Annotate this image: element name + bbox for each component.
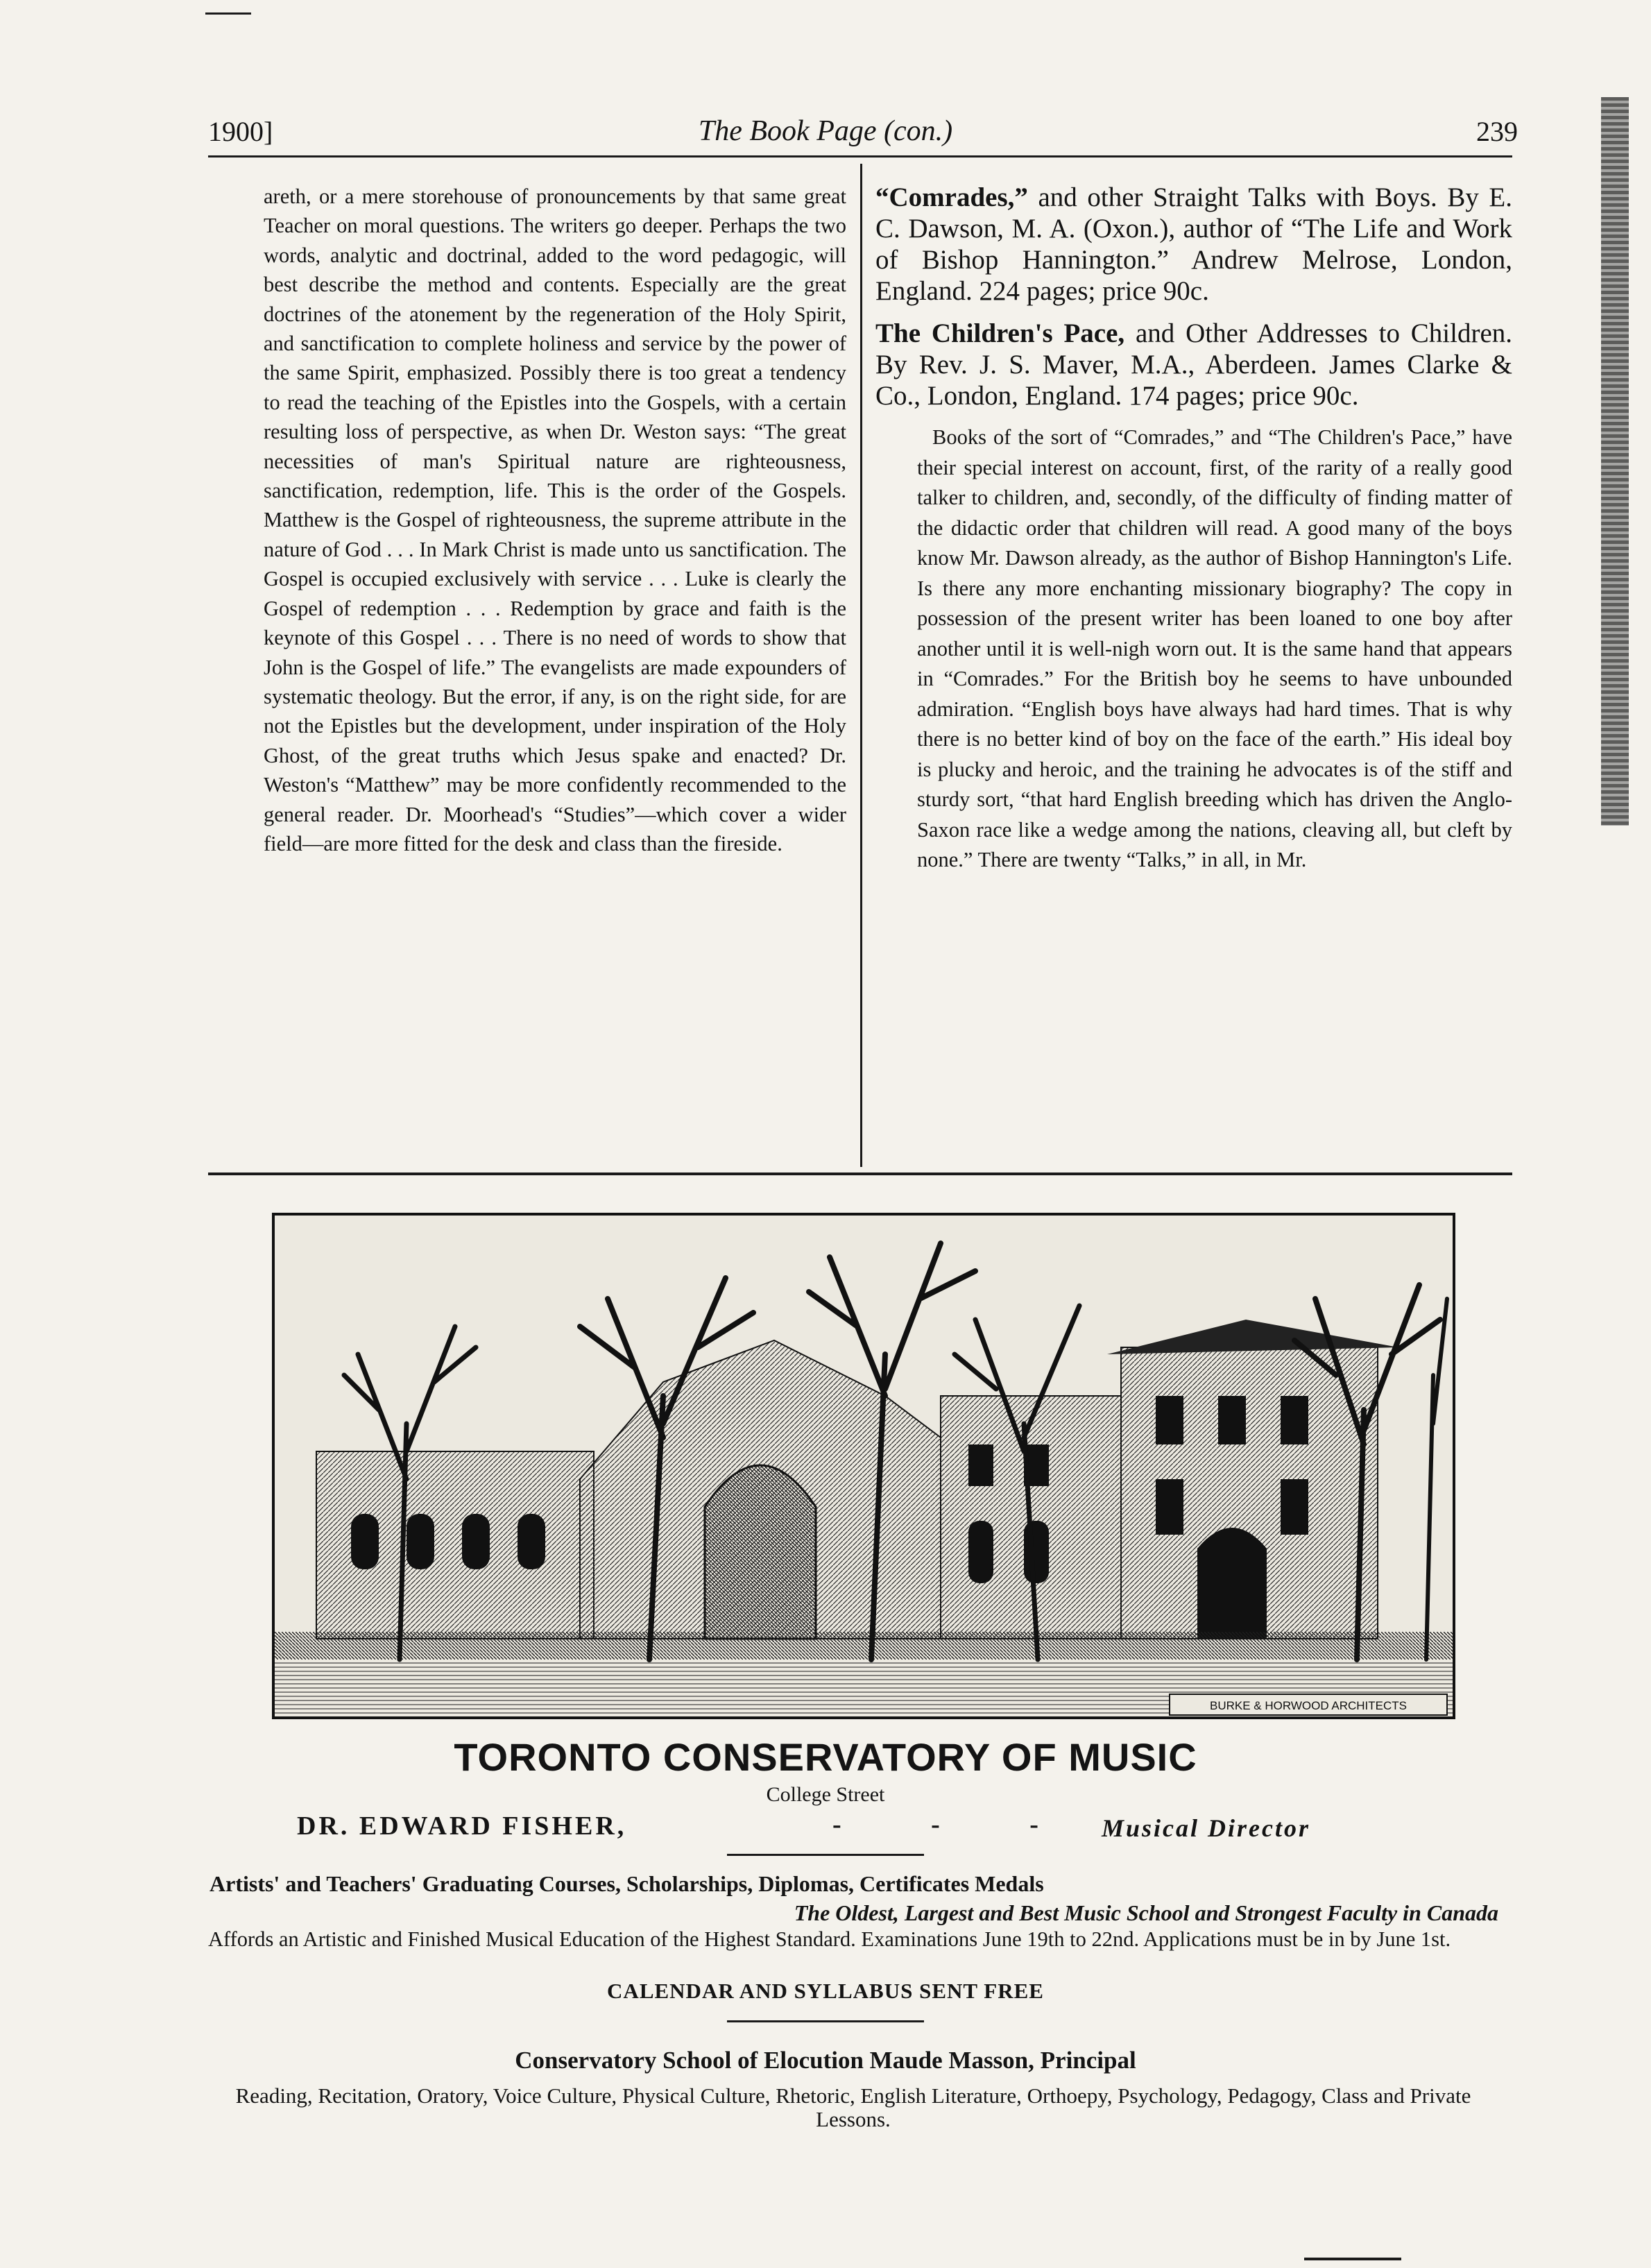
review-text: Books of the sort of “Comrades,” and “The Children's Pace,” have their special interest on account, first, of the rarity of a really good talker to children, and, secondly, of the difficulty of finding matter of the didactic order that children will read. A good many of the boys know Mr. Dawson already, as the author of Bishop Hannington's Life. Is there any more enchanting missionary biography? The copy in possession of the present writer has been loaned to one boy after another until it is well-nigh worn out. It is the same hand that appears in “Comrades.” For the British boy he seems to have unbounded admiration. “English boys have always had hard times. That is why there is no better kind of boy on the face of the earth.” His ideal boy is plucky and heroic, and the training he advocates is of the stiff and sturdy sort, “that hard English breeding which has driven the Anglo-Saxon race like a wedge among the nations, cleaving all, but cleft by none.” There are twenty “Talks,” in all, in Mr. <box>917 425 1512 871</box>
running-header-year: 1900] <box>208 116 273 147</box>
ad-dashes: - - - <box>832 1810 1080 1839</box>
conservatory-engraving <box>272 1213 1455 1719</box>
column-divider <box>860 164 862 1167</box>
ad-rule-1 <box>727 1854 924 1856</box>
page-edge-shadow <box>1601 97 1629 826</box>
scan-mark <box>205 12 251 15</box>
ad-director-name: DR. EDWARD FISHER, <box>297 1811 627 1841</box>
left-column <box>264 182 846 858</box>
scan-mark-bottom <box>1304 2258 1401 2260</box>
right-column <box>875 182 1512 876</box>
ad-courses: Artists' and Teachers' Graduating Courses, Scholarships, Diplomas, Certificates Medals <box>209 1871 1044 1896</box>
ad-rule-2 <box>727 2020 924 2022</box>
book-entry-childrens-pace <box>875 318 1512 411</box>
book-details-childrens-pace: and Other Addresses to Children. By Rev. J. S. Maver, M.A., Aberdeen. James Clarke & Co., London, England. 174 pages; price 90c. <box>875 318 1513 411</box>
book-title-comrades: “Comrades,” <box>875 182 1028 212</box>
ad-subjects: Reading, Recitation, Oratory, Voice Culture, Physical Culture, Rhetoric, English Literature, Orthoepy, Psychology, Pedagogy, Class and Private Lessons. <box>235 2083 1471 2131</box>
ad-title: TORONTO CONSERVATORY OF MUSIC <box>454 1735 1197 1779</box>
ad-director-role: Musical Director <box>1102 1814 1311 1842</box>
running-header-title: The Book Page (con.) <box>698 115 953 147</box>
ad-street: College Street <box>766 1783 885 1806</box>
ad-calendar: CALENDAR AND SYLLABUS SENT FREE <box>607 1979 1044 2003</box>
ad-affords: Affords an Artistic and Finished Musical Education of the Highest Standard. Examinations June 19th to 22nd. Applications must be in by June 1st. <box>208 1927 1451 1951</box>
left-column-text: areth, or a mere storehouse of pronouncements by that same great Teacher on moral questions. The writers go deeper. Perhaps the two words, analytic and doctrinal, added to the word pedagogic, will best describe the method and contents. Especially are the great doctrines of the atonement by the regeneration of the Holy Spirit, and sanctification to complete holiness and service by the power of the same Spirit, emphasized. Possibly there is too great a tendency to read the teaching of the Epistles into the Gospels, with a certain resulting loss of perspective, as when Dr. Weston says: “The great necessities of man's Spiritual nature are righteousness, sanctification, redemption, life. This is the order of the Gospels. Matthew is the Gospel of righteousness, the supreme attribute in the nature of God . . . In Mark Christ is made unto us sanctification. The Gospel is occupied exclusively with service . . . Luke is clearly the Gospel of redemption . . . Redemption by grace and faith is the keynote of this Gospel . . . There is no need of words to show that John is the Gospel of life.” The evangelists are made expounders of systematic theology. But the error, if any, is on the right side, for are not the Epistles but the development, under inspiration of the Holy Ghost, of the great truths which Jesus spake and enacted? Dr. Weston's “Matthew” may be more confidently recommended to the general reader. Dr. Moorhead's “Studies”—which cover a wider field—are more fitted for the desk and class than the fireside. <box>264 185 846 855</box>
section-rule <box>208 1173 1512 1175</box>
ad-elocution: Conservatory School of Elocution Maude Masson, Principal <box>515 2047 1136 2074</box>
ad-oldest: The Oldest, Largest and Best Music School and Strongest Faculty in Canada <box>794 1900 1498 1925</box>
book-entry-comrades <box>875 182 1512 307</box>
book-details-comrades: and other Straight Talks with Boys. By E. C. Dawson, M. A. (Oxon.), author of “The Life and Work of Bishop Hannington.” Andrew Melrose, London, England. 224 pages; price 90c. <box>875 182 1513 306</box>
architect-caption: BURKE & HORWOOD ARCHITECTS <box>1210 1699 1407 1712</box>
book-title-childrens-pace: The Children's Pace, <box>875 318 1125 348</box>
header-rule <box>208 155 1512 157</box>
page-number: 239 <box>1476 116 1518 147</box>
